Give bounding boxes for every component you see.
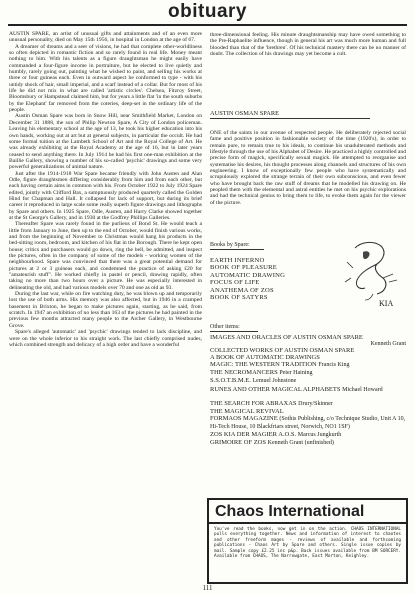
article-text-column [210, 130, 406, 238]
other-items-heading: Other items: [210, 323, 258, 332]
paragraph: Spare's alleged 'automatic' and 'psychic' drawings tended to lack discipline, and were on the whole inferior to his straight work. The last chiefly comprised nudes, which combined strength and delicacy of a high order and have a wonderful [9, 329, 202, 348]
list-item [210, 361, 406, 369]
item-author: Drury/Skinner [298, 400, 333, 407]
item-title: GRIMOIRE OF ZOS [210, 439, 266, 447]
item-title: FORMAOS MAGAZINE [210, 414, 278, 422]
obituary-text-column [9, 31, 202, 579]
item-title: THE NECROMANCERS [210, 369, 278, 377]
paragraph: three-dimensional feeling. His minute draughtsmanship may have owed something to the Pre-Raphaelite influence, though in general his art was much more human and full blooded than that of the 'brethren'. Of his technical mastery there can be no manner of doubt. The collection of his drawings may yet become a cult. [210, 32, 406, 58]
list-item: COLLECTED WORKS OF AUSTIN OSMAN SPARE [210, 347, 355, 355]
kia-artwork [343, 238, 403, 308]
paragraph: Austin Osman Spare was born in Snow Hill, near Smithfield Market, London on December 31 1888, the son of Philip Newton Spare, A City of London policeman. Leaving his elementary school at the age of 13, he took his higher education into his own hands, working out at art but at general subjects, in particular the occult. He had some formal tuition at the Lambeth School of Art and the Royal College of Art. He was already exhibiting at the Royal Academy at the age of 16, but in later years ceased to send anything there. In July 1914 he had his first one-man exhibition at the Baillie Gallery, showing a number of his so-called 'psychic' drawings and some very powerful generalizations of animal nature. [9, 113, 202, 171]
item-title: MAGIC: THE WESTERN TRADITION [210, 361, 317, 369]
paragraph: During the last war, while on fire watching duty, he was blown up and temporarily lost the use of both arms. His memory was also affected, but in 1946 in a cramped basement in Brixton, he began to make pictures again, starting, as he said, from scratch. In 1947 an exhibition of no less than 163 of the pictures he had painted in the previous few months attracted many people to the Archer Gallery, in Westbourne Grove. [9, 291, 202, 329]
ad-title: Chaos International [215, 503, 365, 520]
paragraph: Just after the 1914-1918 War Spare became friendly with John Austen and Alan Odle, figure draughtsmen differing considerably from him and from each other, but each having certain aims in common with his. From October 1922 to July 1924 Spare edited, jointly with Clifford Bax, a sumptuously produced quarterly called the Golden Hind for Chapman and Hall. It collapsed for lack of support, but during its brief career it reproduced in large scale some really superb figure drawings and lithographs by Spare and others. In 1925 Spare, Odle, Austen, and Harry Clarke showed together at the St George's Gallery, and in 1930 at the Godfrey Phillips Galleries. [9, 170, 202, 221]
ad-text: You've read the books, now get in on the action. CHAOS INTERNATIONAL pulls everything together. News and information of interest to chaotes and other freeform mages - reviews of available and forthcoming publications - Chaos Art by Spare and others. Single issue copies by mail. Sample copy £2.25 inc p&p. Back issues available from BM SORCERY. Available from CHAOS, The Narrowgate, East Morton, Keighley. [214, 527, 401, 560]
paragraph: AUSTIN SPARE, an artist of unusual gifts and attainments and of an even more unusual personality, died on May 15th 1956, in hospital in London at the age of 67. [9, 31, 202, 44]
page-number: 111 [202, 584, 213, 592]
list-item: ANATHEMA OF ZOS [210, 286, 274, 294]
paragraph: A dreamer of dreams and a seer of visions, he had that complete other-worldliness so often depicted in romantic fiction and so rarely found in real life. Money meant nothing to him. With his talents as a figure draughtsman he might easily have commanded a four-figure income in portraiture, but he elected to live quietly and humbly, rarely going out, painting what he wished to paint, and selling his works at three or four guineas each. Even in outward aspect he conformed to type - with his untidy shock of hair, small imperial, and a scarf instead of a collar. But for most of his life he did not mix in what are called 'artistic circles'. Chelsea, Fitzroy Street, Bloomsbury or Hampstead claimed him, but for years a little flat 'in the south suburbs by the Elephant' far removed from the coteries, deep-set in the ordinary life of the people. [9, 43, 202, 114]
list-item: EARTH INFERNO [210, 257, 265, 264]
obituary-continuation [210, 32, 406, 82]
list-item: A BOOK OF AUTOMATIC DRAWINGS [210, 354, 320, 362]
list-item: BOOK OF SATYRS [210, 294, 268, 302]
list-item [210, 386, 406, 394]
art-caption: KIA [379, 299, 394, 308]
item-author: Kenneth Grant [370, 341, 406, 348]
books-list [210, 257, 330, 301]
item-title: THE SEARCH FOR ABRAXAS [210, 399, 297, 407]
item-author: Lemuel Johnstone [252, 378, 297, 385]
header-rule [8, 24, 407, 26]
list-item [210, 369, 406, 377]
page-header [0, 0, 415, 26]
item-author: (Sothis Publishing, c/o Technique Studio, Unit A 10, Hi-Tech House, 10 Blackfriars street, Norwich, NO1 1SF) [210, 415, 406, 430]
kia-figure-illustration [343, 238, 403, 308]
ad-rule [209, 522, 406, 524]
list-item: AUTOMATIC DRAWING [210, 271, 286, 279]
paragraph: Thereafter Spare was rarely found in the purlieus of Bond St. He would teach a little from January to June, then up to the end of October, would finish various works, and from the beginning of November to Christmas would hang his products in the bed-sitting room, bedroom, and kitchen of his flat in the Borough. There he kept open house; critics and purchasers would go down, ring the bell, be admitted, and inspect the pictures, often in the company of some of the models - working women of the neighbourhood. Spare was convinced that there was a great potential demand for pictures at 2 or 3 guineas each, and condemned the practice of asking £20 for "amateurish stuff". He worked chiefly in pastel or pencil, drawing rapidly, often taking no more than two hours over a picture. He was especially interested in delineating the old, and had various models over 70 and one as old as 93. [9, 221, 202, 291]
list-item [210, 415, 406, 431]
item-title: IMAGES AND ORACLES OF AUSTIN OSMAN SPARE [210, 334, 363, 341]
list-item [210, 439, 406, 447]
article-heading: AUSTIN OSMAN SPARE [210, 110, 370, 119]
list-item: FOCUS OF LIFE [210, 279, 260, 287]
section-title: obituary [168, 1, 247, 22]
list-item [210, 400, 406, 408]
books-heading: Books by Spare: [210, 241, 264, 250]
item-title: ZOS KIA DER MAGIER A.O.S. [210, 431, 297, 439]
list-item [210, 334, 406, 341]
item-author: Kenneth Grant (unfinished) [267, 440, 334, 447]
list-item [210, 377, 406, 385]
item-title: S.S.O.T.B.M.E. [210, 377, 251, 385]
list-item [210, 431, 406, 439]
list-item: THE MAGICAL REVIVAL [210, 407, 284, 415]
list-item: BOOK OF PLEASURE [210, 264, 277, 272]
item-author: Marcus Jungkurth [297, 432, 342, 439]
other-items-list [210, 334, 406, 447]
item-author: Michael Howard [342, 386, 383, 393]
item-author: Francis King [318, 362, 350, 369]
item-title: RUNES AND OTHER MAGICAL ALPHABETS [210, 385, 341, 393]
item-author: Peter Haining [279, 370, 313, 377]
chaos-international-ad [207, 498, 408, 584]
paragraph: ONE of the saints in our avenue of respected people. He deliberately rejected social fame and positive position in fashionable society of the time (1920's), in order to remain pure, to remain true to his ideals, to continue his unadulterated methods and lifestyle through the use of his Alphabet of Desire. He practiced a highly controlled and precise form of magick, specifically sexual magick. He attempted to reorganise and systematise his desires, his thought processes along channels and structures of his own engineering. I know of exceptionally few people who have systematically and scrupulously explored the strange terrain of their own subconscious, and even fewer who have brought back the raw stuff of dreams that he modelled his drawing on. He peopled them with the elemental and astral entities he met on his psychic explorations and had the technical genius to bring them to life, to evoke them again for the viewer of the picture. [210, 130, 406, 206]
